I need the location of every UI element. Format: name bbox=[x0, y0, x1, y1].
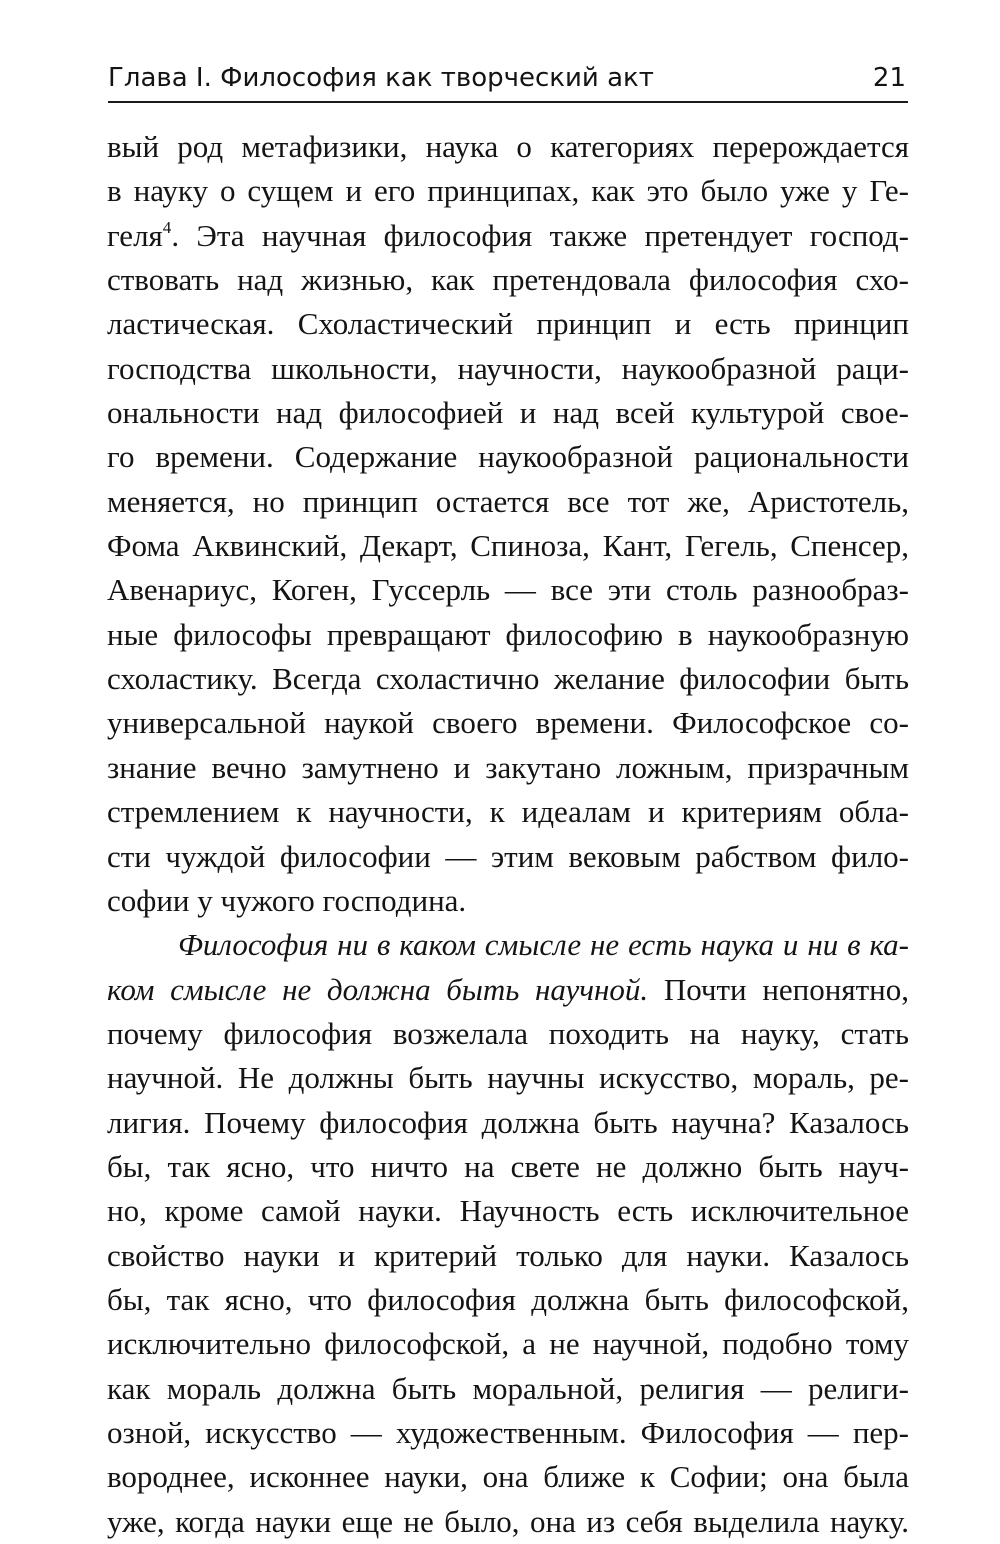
text-line: ные философы превращают философию в наукообразную bbox=[107, 616, 909, 652]
text-line: бы, так ясно, что философия должна быть философской, bbox=[107, 1281, 909, 1317]
header-rule bbox=[108, 101, 908, 103]
text-line: озной, искусство — художественным. Философия — пер- bbox=[107, 1414, 909, 1450]
text-line: вороднее, исконнее науки, она ближе к Софии; она была bbox=[107, 1459, 909, 1495]
text-line: почему философия возжелала походить на науку, стать bbox=[107, 1015, 909, 1051]
text-line: го времени. Содержание наукообразной рациональности bbox=[107, 439, 909, 475]
text-fragment: Почти непонятно, bbox=[648, 971, 909, 1007]
text-line: свойство науки и критерий только для науки. Казалось bbox=[107, 1237, 909, 1273]
text-fragment: геля bbox=[107, 217, 163, 253]
text-line: меняется, но принцип остается все тот же, Аристотель, bbox=[107, 483, 909, 519]
text-line bbox=[107, 214, 909, 258]
text-fragment: . Эта научная философия также претендует господ- bbox=[171, 217, 909, 253]
text-line bbox=[107, 968, 909, 1012]
text-line: ональности над философией и над всей культурой свое- bbox=[107, 395, 909, 431]
text-line: в науку о сущем и его принципах, как это было уже у Ге- bbox=[107, 173, 909, 209]
text-line: ластическая. Схоластический принцип и есть принцип bbox=[107, 306, 909, 342]
page-number: 21 bbox=[872, 63, 906, 93]
text-line: лигия. Почему философия должна быть научна? Казалось bbox=[107, 1104, 909, 1140]
text-line: Фома Аквинский, Декарт, Спиноза, Кант, Гегель, Спенсер, bbox=[107, 528, 909, 564]
body-text bbox=[107, 125, 909, 1544]
text-line: но, кроме самой науки. Научность есть исключительное bbox=[107, 1193, 909, 1229]
text-line-italic bbox=[107, 923, 909, 967]
chapter-title: Глава I. Философия как творческий акт bbox=[108, 63, 654, 93]
text-line: вый род метафизики, наука о категориях перерождается bbox=[107, 129, 909, 164]
text-line: знание вечно замутнено и закутано ложным, призрачным bbox=[107, 749, 909, 785]
text-line: как мораль должна быть моральной, религия — религи- bbox=[107, 1370, 909, 1406]
text-line: господства школьности, научности, наукообразной раци- bbox=[107, 350, 909, 386]
emphasis: ком смысле не должна быть научной. bbox=[107, 971, 649, 1007]
footnote-reference[interactable]: 4 bbox=[162, 217, 172, 237]
text-line: сти чуждой философии — этим вековым рабством фило- bbox=[107, 838, 909, 874]
emphasis: Философия ни в каком смысле не есть наука и ни в ка- bbox=[178, 927, 909, 963]
text-line: научной. Не должны быть научны искусство, мораль, ре- bbox=[107, 1060, 909, 1096]
text-line: ствовать над жизнью, как претендовала философия схо- bbox=[107, 262, 909, 298]
text-line: софии у чужого господина. bbox=[107, 882, 467, 918]
text-line: бы, так ясно, что ничто на свете не должно быть науч- bbox=[107, 1148, 909, 1184]
text-line: универсальной наукой своего времени. Философское со- bbox=[107, 705, 909, 741]
running-head bbox=[108, 58, 908, 98]
text-line: Авенариус, Коген, Гуссерль — все эти столь разнообраз- bbox=[107, 572, 909, 608]
text-line: стремлением к научности, к идеалам и критериям обла- bbox=[107, 794, 909, 830]
text-line: уже, когда науки еще не было, она из себя выделила науку. bbox=[107, 1503, 909, 1539]
text-line: исключительно философской, а не научной, подобно тому bbox=[107, 1326, 909, 1362]
text-line: схоластику. Всегда схоластично желание философии быть bbox=[107, 661, 909, 697]
